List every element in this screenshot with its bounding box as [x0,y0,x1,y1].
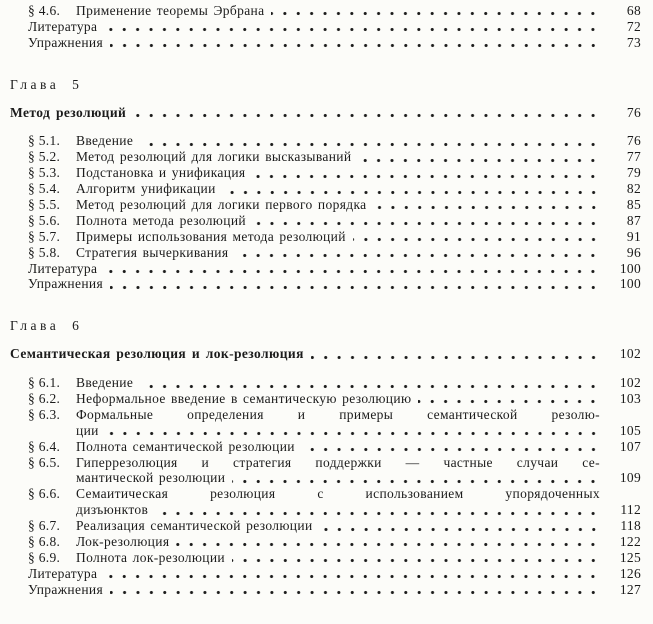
entry-title: Упражнения [28,276,104,292]
dot-leader [232,550,602,566]
page-number: 125 [619,549,641,565]
entry-title: Применение теоремы Эрбрана [76,3,265,18]
page-number: 72 [626,18,641,34]
entry-title: Литература [28,565,98,581]
dot-leader [110,582,602,598]
toc-row [10,423,641,439]
entry-title: Лок-резолюция [76,534,170,550]
section-number: § 5.2. [28,149,61,165]
toc-row [10,407,641,423]
dot-leader [311,346,602,362]
dot-leader [176,534,602,550]
section-number: § 5.1. [28,133,61,149]
toc-row [10,566,641,582]
section-number: § 6.9. [28,549,61,565]
dot-leader [320,518,602,534]
section-number: § 5.4. [28,181,61,197]
page-number: 82 [626,181,641,197]
page-number: 107 [619,438,641,454]
dot-leader [155,502,602,518]
toc-row [10,213,641,229]
entry-title: дизъюнктов [76,502,149,518]
toc-row [10,165,641,181]
entry-title: Гиперрезолюция и стратегия поддержки — частные случаи се- [76,454,600,470]
entry-title: Семаитическая резолюция с использованием упорядоченных [76,486,600,502]
page-number: 102 [619,375,641,391]
section-number: § 4.6. [28,3,61,18]
entry-title: Примеры использования метода резолюций [76,228,346,244]
dot-leader [110,35,602,51]
entry-title: Полнота семантической резолюции [76,438,295,454]
chapter-label [10,77,641,93]
page-number: 68 [626,3,641,18]
dot-leader [110,276,602,292]
dot-leader [106,423,602,439]
entry-title: Неформальное введение в семантическую резолюцию [76,391,412,407]
dot-leader [253,213,602,229]
entry-title: ции [76,422,99,438]
toc-row [10,550,641,566]
section-number: § 5.5. [28,197,61,213]
page-number: 127 [619,581,641,597]
entry-title: Упражнения [28,34,104,50]
page-number: 126 [619,565,641,581]
dot-leader [271,3,602,19]
dot-leader [140,133,602,149]
section-number: § 6.5. [28,454,61,470]
page-number: 76 [626,104,641,120]
chapter-title: Семантическая резолюция и лок-резолюция [10,346,304,362]
entry-title: Метод резолюций для логики высказываний [76,149,352,165]
page-number: 122 [619,534,641,550]
toc-row [10,502,641,518]
page-number: 103 [619,391,641,407]
section-number: § 6.1. [28,375,61,391]
toc-row [10,391,641,407]
entry-title: Алгоритм унификации [76,181,216,197]
toc-row [10,518,641,534]
toc-row [10,35,641,51]
chapter-title-row [10,105,641,121]
entry-title: Полнота метода резолюций [76,212,246,228]
section-number: § 6.7. [28,518,61,534]
page-number: 109 [619,470,641,486]
section-number: § 6.2. [28,391,61,407]
dot-leader [232,470,602,486]
chapter-title-row [10,346,641,362]
toc-row [10,229,641,245]
section-number: § 6.6. [28,486,61,502]
page-number: 91 [626,228,641,244]
page-number: 100 [619,276,641,292]
entry-title: мантической резолюции [76,470,226,486]
page-number: 85 [626,197,641,213]
section-number: § 6.8. [28,534,61,550]
toc-row [10,197,641,213]
entry-title: Стратегия вычеркивания [76,244,229,260]
section-number: § 5.6. [28,212,61,228]
toc-row [10,181,641,197]
dot-leader [353,229,602,245]
toc-row [10,439,641,455]
dot-leader [374,197,602,213]
chapter-label-text: Глава 6 [10,318,83,334]
page-number: 118 [620,518,641,534]
page-number: 77 [626,149,641,165]
section-number: § 5.7. [28,228,61,244]
chapter-title: Метод резолюций [10,104,127,120]
toc-row [10,149,641,165]
section-number: § 5.3. [28,165,61,181]
dot-leader [223,181,602,197]
section-number: § 6.4. [28,438,61,454]
page-number: 96 [626,244,641,260]
toc-row [10,19,641,35]
dot-leader [104,261,602,277]
toc-row [10,582,641,598]
dot-leader [133,105,602,121]
page-number: 73 [626,34,641,50]
toc-row [10,375,641,391]
page-number: 87 [626,212,641,228]
page-number: 105 [619,422,641,438]
chapter-label-text: Глава 5 [10,76,83,92]
toc-row [10,261,641,277]
page-number: 102 [619,346,641,362]
page-number: 100 [619,260,641,276]
entry-title: Введение [76,133,134,149]
page-number: 79 [626,165,641,181]
entry-title: Литература [28,18,98,34]
page-number: 112 [620,502,641,518]
dot-leader [140,375,602,391]
dot-leader [418,391,602,407]
toc-row [10,534,641,550]
toc-row [10,470,641,486]
entry-title: Реализация семантической резолюции [76,518,313,534]
dot-leader [358,149,602,165]
entry-title: Введение [76,375,134,391]
entry-title: Полнота лок-резолюции [76,549,226,565]
dot-leader [104,566,602,582]
page-number: 76 [626,133,641,149]
toc-row [10,276,641,292]
section-number: § 5.8. [28,244,61,260]
dot-leader [302,439,602,455]
entry-title: Подстановка и унификация [76,165,246,181]
entry-title: Метод резолюций для логики первого порядка [76,197,367,213]
toc-row [10,245,641,261]
dot-leader [252,165,602,181]
entry-title: Литература [28,260,98,276]
entry-title: Формальные определения и примеры семантической резолю- [76,406,600,422]
toc-row [10,133,641,149]
section-number: § 6.3. [28,406,61,422]
dot-leader [104,19,602,35]
toc-row [10,486,641,502]
entry-title: Упражнения [28,581,104,597]
toc-row [10,455,641,471]
chapter-label [10,318,641,334]
toc-row [10,3,641,19]
dot-leader [235,245,602,261]
